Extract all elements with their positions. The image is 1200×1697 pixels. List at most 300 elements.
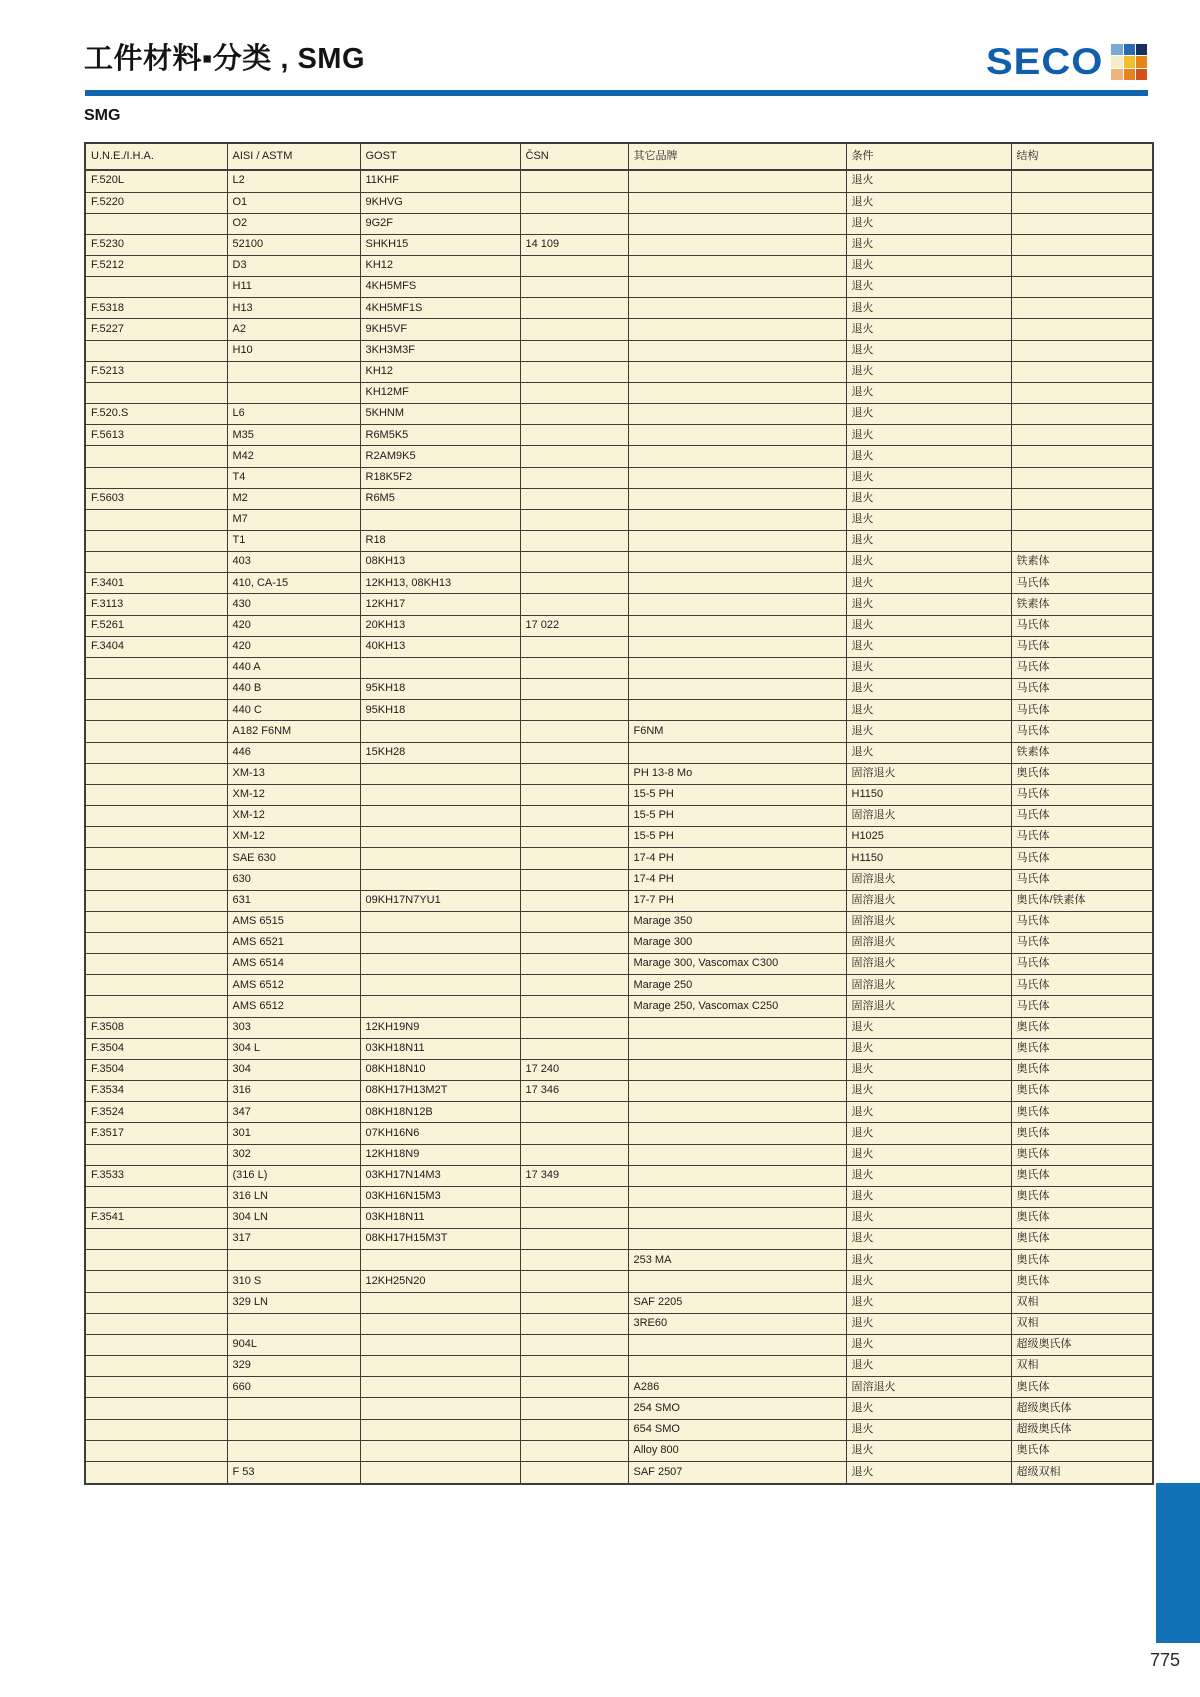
table-cell: 317 (227, 1229, 360, 1250)
table-cell (520, 1017, 628, 1038)
table-cell: 347 (227, 1102, 360, 1123)
table-cell: 马氏体 (1011, 869, 1153, 890)
page-edge-tab (1156, 1483, 1200, 1643)
table-cell (1011, 192, 1153, 213)
table-row (85, 1398, 1153, 1419)
table-cell (85, 869, 227, 890)
table-cell (628, 700, 846, 721)
table-cell (520, 573, 628, 594)
table-cell: 铁素体 (1011, 552, 1153, 573)
table-cell (628, 1123, 846, 1144)
table-cell (628, 742, 846, 763)
table-cell (360, 784, 520, 805)
table-cell: 奥氏体 (1011, 1144, 1153, 1165)
mosaic-square (1136, 69, 1147, 80)
table-cell (85, 509, 227, 530)
table-cell: 07KH16N6 (360, 1123, 520, 1144)
table-cell: 9G2F (360, 213, 520, 234)
table-cell: Marage 250, Vascomax C250 (628, 996, 846, 1017)
table-cell: D3 (227, 255, 360, 276)
table-cell: 退火 (846, 1081, 1011, 1102)
table-cell (85, 277, 227, 298)
table-cell: 奥氏体 (1011, 1186, 1153, 1207)
table-cell: AMS 6514 (227, 954, 360, 975)
table-cell (227, 1398, 360, 1419)
table-row (85, 425, 1153, 446)
table-cell (628, 509, 846, 530)
table-cell: 302 (227, 1144, 360, 1165)
table-cell: 退火 (846, 1229, 1011, 1250)
table-cell (1011, 255, 1153, 276)
table-cell (628, 615, 846, 636)
header-divider-rule (85, 90, 1148, 96)
table-cell: 17 022 (520, 615, 628, 636)
table-cell: 5KHNM (360, 404, 520, 425)
table-cell (1011, 213, 1153, 234)
table-cell: 40KH13 (360, 636, 520, 657)
table-cell: 马氏体 (1011, 784, 1153, 805)
table-cell (520, 742, 628, 763)
table-cell (628, 1059, 846, 1080)
table-cell: KH12 (360, 361, 520, 382)
table-cell (520, 932, 628, 953)
table-cell: 301 (227, 1123, 360, 1144)
table-cell (85, 446, 227, 467)
table-cell (85, 1250, 227, 1271)
table-cell: 退火 (846, 552, 1011, 573)
table-row (85, 213, 1153, 234)
table-row (85, 1038, 1153, 1059)
table-cell (85, 848, 227, 869)
table-cell (360, 806, 520, 827)
table-cell (1011, 509, 1153, 530)
table-row (85, 1250, 1153, 1271)
table-row (85, 1377, 1153, 1398)
table-cell: 铁素体 (1011, 594, 1153, 615)
table-cell: 退火 (846, 488, 1011, 509)
table-cell (520, 1144, 628, 1165)
table-cell (85, 382, 227, 403)
table-cell (520, 361, 628, 382)
table-cell: 奥氏体 (1011, 1165, 1153, 1186)
table-cell: 12KH25N20 (360, 1271, 520, 1292)
table-cell: PH 13-8 Mo (628, 763, 846, 784)
table-cell (628, 170, 846, 192)
table-cell (1011, 319, 1153, 340)
table-row (85, 573, 1153, 594)
table-cell: 08KH18N10 (360, 1059, 520, 1080)
table-row (85, 1186, 1153, 1207)
table-cell: 退火 (846, 404, 1011, 425)
mosaic-square (1111, 69, 1122, 80)
table-cell: 17-7 PH (628, 890, 846, 911)
table-cell: A286 (628, 1377, 846, 1398)
table-cell: 马氏体 (1011, 975, 1153, 996)
table-cell: 654 SMO (628, 1419, 846, 1440)
table-cell: F.3504 (85, 1059, 227, 1080)
table-cell (85, 552, 227, 573)
table-cell: 08KH17H15M3T (360, 1229, 520, 1250)
table-cell (628, 446, 846, 467)
table-cell (520, 806, 628, 827)
table-cell: 马氏体 (1011, 827, 1153, 848)
table-cell (85, 1144, 227, 1165)
table-cell (85, 1271, 227, 1292)
table-cell (85, 1292, 227, 1313)
table-cell: 固溶退火 (846, 996, 1011, 1017)
table-cell: 固溶退火 (846, 975, 1011, 996)
table-cell: M35 (227, 425, 360, 446)
table-cell (85, 763, 227, 784)
table-cell: 316 (227, 1081, 360, 1102)
table-cell (520, 213, 628, 234)
table-cell: F.5227 (85, 319, 227, 340)
table-cell: 奥氏体 (1011, 763, 1153, 784)
table-cell (628, 467, 846, 488)
table-row (85, 975, 1153, 996)
table-cell: 奥氏体 (1011, 1271, 1153, 1292)
table-cell: L2 (227, 170, 360, 192)
table-cell (85, 1461, 227, 1484)
table-cell (360, 1292, 520, 1313)
table-cell: 马氏体 (1011, 700, 1153, 721)
table-cell: 双相 (1011, 1313, 1153, 1334)
table-cell: 03KH18N11 (360, 1038, 520, 1059)
table-cell: 退火 (846, 467, 1011, 488)
table-cell: H11 (227, 277, 360, 298)
table-row (85, 1356, 1153, 1377)
table-cell: Marage 300, Vascomax C300 (628, 954, 846, 975)
table-row (85, 1102, 1153, 1123)
mosaic-square (1124, 69, 1135, 80)
table-cell (628, 192, 846, 213)
table-cell: 退火 (846, 1017, 1011, 1038)
table-cell: 退火 (846, 1356, 1011, 1377)
table-cell (628, 255, 846, 276)
table-cell (520, 192, 628, 213)
table-cell: XM-13 (227, 763, 360, 784)
table-cell (360, 1377, 520, 1398)
table-cell: 退火 (846, 636, 1011, 657)
table-cell: 退火 (846, 1059, 1011, 1080)
table-cell: 双相 (1011, 1356, 1153, 1377)
table-cell: 14 109 (520, 234, 628, 255)
table-cell (85, 954, 227, 975)
table-cell: 08KH18N12B (360, 1102, 520, 1123)
table-cell: 12KH13, 08KH13 (360, 573, 520, 594)
table-cell (1011, 467, 1153, 488)
table-cell (1011, 298, 1153, 319)
table-row (85, 340, 1153, 361)
table-cell (520, 1440, 628, 1461)
table-row (85, 319, 1153, 340)
table-row (85, 552, 1153, 573)
table-cell (1011, 382, 1153, 403)
table-cell (360, 848, 520, 869)
table-cell: 奥氏体 (1011, 1377, 1153, 1398)
table-row (85, 1292, 1153, 1313)
table-cell: 退火 (846, 382, 1011, 403)
table-cell (1011, 425, 1153, 446)
table-cell (520, 784, 628, 805)
table-cell: 马氏体 (1011, 573, 1153, 594)
table-cell (520, 382, 628, 403)
table-cell: F.5613 (85, 425, 227, 446)
table-cell: H1025 (846, 827, 1011, 848)
table-cell: AMS 6512 (227, 975, 360, 996)
table-cell (360, 1356, 520, 1377)
table-cell (360, 509, 520, 530)
table-row (85, 657, 1153, 678)
table-cell (85, 1419, 227, 1440)
table-cell: 退火 (846, 298, 1011, 319)
table-cell: 退火 (846, 531, 1011, 552)
table-cell: 410, CA-15 (227, 573, 360, 594)
mosaic-square (1124, 44, 1135, 55)
table-cell: 超级双相 (1011, 1461, 1153, 1484)
table-cell (628, 1208, 846, 1229)
table-cell: 退火 (846, 1292, 1011, 1313)
table-cell: 退火 (846, 1208, 1011, 1229)
table-cell (520, 467, 628, 488)
table-cell (227, 361, 360, 382)
table-cell: 退火 (846, 509, 1011, 530)
table-row (85, 192, 1153, 213)
column-header: 其它品牌 (628, 143, 846, 170)
table-cell: 660 (227, 1377, 360, 1398)
table-cell: 退火 (846, 277, 1011, 298)
table-cell: F.5212 (85, 255, 227, 276)
table-cell: (316 L) (227, 1165, 360, 1186)
table-cell: 631 (227, 890, 360, 911)
table-cell: F.3541 (85, 1208, 227, 1229)
table-cell (520, 488, 628, 509)
table-cell: 12KH18N9 (360, 1144, 520, 1165)
table-cell: F.3504 (85, 1038, 227, 1059)
table-cell: 329 LN (227, 1292, 360, 1313)
table-cell: F.5220 (85, 192, 227, 213)
table-row (85, 1334, 1153, 1355)
table-cell: 304 L (227, 1038, 360, 1059)
table-cell (520, 1038, 628, 1059)
table-cell: 11KHF (360, 170, 520, 192)
table-cell: 奥氏体 (1011, 1017, 1153, 1038)
table-row (85, 1144, 1153, 1165)
table-cell: 奥氏体 (1011, 1081, 1153, 1102)
page-title: 工件材料▪分类 , SMG (84, 43, 366, 75)
table-cell: 退火 (846, 742, 1011, 763)
table-cell: 奥氏体 (1011, 1208, 1153, 1229)
table-cell: O1 (227, 192, 360, 213)
table-cell: 17 240 (520, 1059, 628, 1080)
table-row (85, 700, 1153, 721)
table-cell: 奥氏体 (1011, 1102, 1153, 1123)
table-cell: 17-4 PH (628, 848, 846, 869)
table-row (85, 1081, 1153, 1102)
table-cell (85, 890, 227, 911)
table-cell: 17-4 PH (628, 869, 846, 890)
table-cell (360, 954, 520, 975)
table-cell: 3RE60 (628, 1313, 846, 1334)
table-cell (85, 1229, 227, 1250)
table-cell: 超级奥氏体 (1011, 1398, 1153, 1419)
table-cell: F.3404 (85, 636, 227, 657)
table-cell: H1150 (846, 848, 1011, 869)
table-cell: SAF 2205 (628, 1292, 846, 1313)
table-cell: 9KHVG (360, 192, 520, 213)
table-cell: 固溶退火 (846, 911, 1011, 932)
table-cell: XM-12 (227, 806, 360, 827)
table-row (85, 1419, 1153, 1440)
table-cell: AMS 6521 (227, 932, 360, 953)
table-row (85, 170, 1153, 192)
table-cell: 固溶退火 (846, 806, 1011, 827)
table-cell (85, 806, 227, 827)
table-cell (520, 636, 628, 657)
table-cell: 退火 (846, 1186, 1011, 1207)
table-cell: F.5213 (85, 361, 227, 382)
mosaic-square (1111, 44, 1122, 55)
table-cell: 奥氏体/铁素体 (1011, 890, 1153, 911)
mosaic-square (1111, 56, 1122, 67)
table-cell (628, 1356, 846, 1377)
table-row (85, 382, 1153, 403)
table-cell (85, 975, 227, 996)
table-cell (360, 657, 520, 678)
table-cell: AMS 6512 (227, 996, 360, 1017)
table-cell (360, 1313, 520, 1334)
table-row (85, 911, 1153, 932)
table-row (85, 1123, 1153, 1144)
table-cell: 退火 (846, 1038, 1011, 1059)
table-cell: M42 (227, 446, 360, 467)
table-row (85, 615, 1153, 636)
table-cell: T4 (227, 467, 360, 488)
table-row (85, 446, 1153, 467)
table-row (85, 594, 1153, 615)
table-cell: 退火 (846, 234, 1011, 255)
table-cell (520, 1419, 628, 1440)
table-cell (1011, 404, 1153, 425)
table-cell: F.5261 (85, 615, 227, 636)
table-cell (520, 1250, 628, 1271)
table-cell: 退火 (846, 1144, 1011, 1165)
table-cell: 超级奥氏体 (1011, 1419, 1153, 1440)
table-cell: R6M5K5 (360, 425, 520, 446)
table-cell: SAF 2507 (628, 1461, 846, 1484)
table-cell (520, 446, 628, 467)
table-row (85, 1017, 1153, 1038)
table-cell: 15KH28 (360, 742, 520, 763)
table-cell (520, 594, 628, 615)
table-cell (85, 721, 227, 742)
table-cell: 退火 (846, 340, 1011, 361)
table-cell: 95KH18 (360, 700, 520, 721)
table-cell: 固溶退火 (846, 890, 1011, 911)
table-cell: 马氏体 (1011, 932, 1153, 953)
table-cell: F.3533 (85, 1165, 227, 1186)
table-cell: O2 (227, 213, 360, 234)
table-cell: 3KH3M3F (360, 340, 520, 361)
table-row (85, 1271, 1153, 1292)
table-cell (520, 509, 628, 530)
table-row (85, 1208, 1153, 1229)
table-cell (520, 340, 628, 361)
table-cell (1011, 234, 1153, 255)
table-cell: F.3113 (85, 594, 227, 615)
column-header: AISI / ASTM (227, 143, 360, 170)
table-cell (85, 1186, 227, 1207)
table-cell: 15-5 PH (628, 827, 846, 848)
table-cell: 马氏体 (1011, 848, 1153, 869)
table-cell (628, 382, 846, 403)
table-cell: 退火 (846, 1419, 1011, 1440)
table-cell (628, 1165, 846, 1186)
table-cell (1011, 361, 1153, 382)
table-cell (85, 1398, 227, 1419)
table-row (85, 869, 1153, 890)
table-cell (520, 319, 628, 340)
table-cell: F.3517 (85, 1123, 227, 1144)
table-cell: A182 F6NM (227, 721, 360, 742)
table-row (85, 721, 1153, 742)
table-cell: 12KH19N9 (360, 1017, 520, 1038)
table-cell: H13 (227, 298, 360, 319)
table-cell: 马氏体 (1011, 996, 1153, 1017)
table-row (85, 890, 1153, 911)
table-cell: F.5603 (85, 488, 227, 509)
seco-logo (986, 42, 1147, 82)
table-cell (628, 1102, 846, 1123)
table-cell (227, 1440, 360, 1461)
table-cell (628, 234, 846, 255)
table-cell (360, 1250, 520, 1271)
table-cell (360, 975, 520, 996)
table-cell: A2 (227, 319, 360, 340)
table-cell (628, 404, 846, 425)
table-cell (360, 763, 520, 784)
table-cell (85, 531, 227, 552)
table-cell: 退火 (846, 319, 1011, 340)
table-row (85, 509, 1153, 530)
table-cell: 退火 (846, 700, 1011, 721)
table-cell (85, 700, 227, 721)
table-cell (85, 932, 227, 953)
table-cell (85, 213, 227, 234)
table-cell: F.5230 (85, 234, 227, 255)
table-cell (520, 954, 628, 975)
table-row (85, 234, 1153, 255)
table-cell: 铁素体 (1011, 742, 1153, 763)
table-cell: 马氏体 (1011, 806, 1153, 827)
table-cell: SAE 630 (227, 848, 360, 869)
table-row (85, 827, 1153, 848)
table-cell (520, 1208, 628, 1229)
table-row (85, 806, 1153, 827)
table-cell (520, 170, 628, 192)
table-cell: KH12 (360, 255, 520, 276)
table-cell: 退火 (846, 1271, 1011, 1292)
table-cell (520, 679, 628, 700)
table-cell: 奥氏体 (1011, 1250, 1153, 1271)
table-cell: H10 (227, 340, 360, 361)
table-cell: 固溶退火 (846, 763, 1011, 784)
table-cell: 奥氏体 (1011, 1123, 1153, 1144)
column-header: 条件 (846, 143, 1011, 170)
column-header: 结构 (1011, 143, 1153, 170)
table-cell (520, 721, 628, 742)
table-cell: 9KH5VF (360, 319, 520, 340)
